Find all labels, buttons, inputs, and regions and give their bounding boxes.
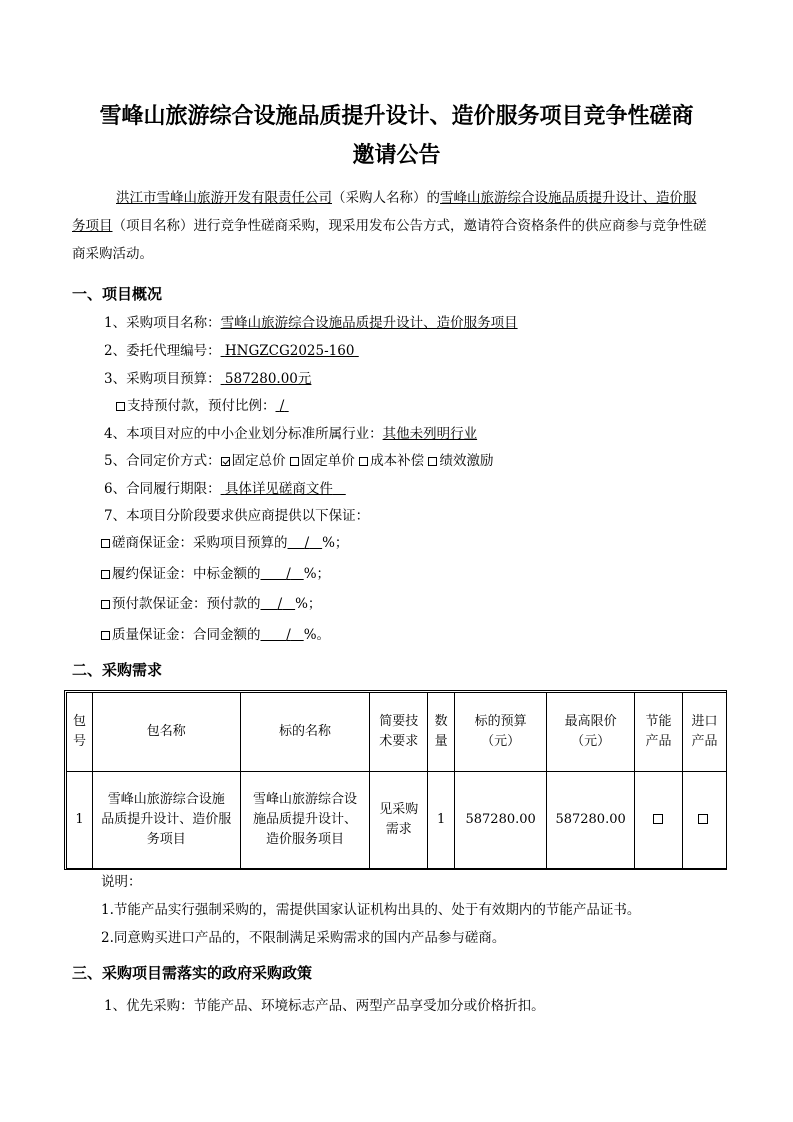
pricing-fixed-unit-label: 固定单价 [300, 453, 355, 469]
intro-line2 [72, 216, 707, 236]
header-qty: 数 量 [428, 693, 455, 772]
prepay-label: 支持预付款，预付比例： [127, 398, 276, 414]
item5-pricing [104, 451, 493, 471]
project-name-part2: 务项目 [72, 218, 113, 234]
item2-agency-code [104, 341, 359, 361]
item1-label: 1、采购项目名称： [104, 315, 221, 331]
guarantee-quality: 质量保证金：合同金额的 / %。 [101, 625, 330, 645]
cell-tech-req: 见采购 需求 [370, 772, 428, 869]
guarantee-quality-checkbox[interactable] [101, 631, 110, 640]
item1-value: 雪峰山旅游综合设施品质提升设计、造价服务项目 [220, 315, 518, 331]
header-energy: 节能 产品 [635, 693, 683, 772]
item5-label: 5、合同定价方式： [104, 453, 221, 469]
requirements-table [66, 692, 727, 869]
purchaser-name: 洪江市雪峰山旅游开发有限责任公司 [116, 190, 332, 206]
item6-value: 具体详见磋商文件 [224, 481, 333, 497]
guarantee-performance: 履约保证金：中标金额的 / %； [101, 564, 330, 584]
pricing-fixed-total-checkbox[interactable] [221, 457, 230, 466]
document-title-line2: 邀请公告 [352, 143, 441, 168]
prepay-option [116, 396, 289, 416]
table-header-row [67, 693, 727, 772]
pricing-performance-label: 绩效激励 [439, 453, 494, 469]
section3-heading: 三、采购项目需落实的政府采购政策 [72, 964, 313, 982]
table-row [67, 772, 727, 869]
energy-product-checkbox[interactable] [653, 814, 663, 824]
item3-value: 587280.00元 [224, 371, 312, 387]
header-budget: 标的预算 （元） [455, 693, 547, 772]
cell-pkg-no: 1 [67, 772, 93, 869]
policy-item1: 1、优先采购：节能产品、环境标志产品、两型产品享受加分或价格折扣。 [104, 998, 545, 1014]
cell-item-name: 雪峰山旅游综合设 施品质提升设计、 造价服务项目 [240, 772, 370, 869]
prepay-value: / [279, 398, 285, 414]
cell-max-price: 587280.00 [547, 772, 635, 869]
item4-industry [104, 424, 477, 444]
prepay-checkbox[interactable] [116, 402, 125, 411]
section1-heading: 一、项目概况 [72, 285, 163, 303]
header-tech-req: 简要技 术要求 [370, 693, 428, 772]
pricing-fixed-total-label: 固定总价 [231, 453, 286, 469]
cell-budget: 587280.00 [455, 772, 547, 869]
guarantee-performance-checkbox[interactable] [101, 570, 110, 579]
guarantee-prepay: 预付款保证金：预付款的 / %； [101, 594, 321, 614]
item1-project-name [104, 313, 518, 333]
guarantee-bid: 磋商保证金：采购项目预算的 / %； [101, 533, 348, 553]
item3-budget [104, 369, 311, 389]
section2-heading: 二、采购需求 [72, 661, 163, 679]
guarantee-bid-checkbox[interactable] [101, 539, 110, 548]
item2-label: 2、委托代理编号： [104, 343, 221, 359]
notes-title: 说明： [101, 874, 142, 890]
item7-guarantees: 7、本项目分阶段要求供应商提供以下保证： [104, 508, 370, 524]
intro-line1 [116, 188, 697, 208]
purchaser-note: （采购人名称）的 [332, 190, 440, 206]
note-1: 1.节能产品实行强制采购的，需提供国家认证机构出具的、处于有效期内的节能产品证书。 [101, 902, 641, 918]
project-name-part1: 雪峰山旅游综合设施品质提升设计、造价服 [440, 190, 697, 206]
intro-line3: 商采购活动。 [72, 246, 153, 262]
cell-import [682, 772, 726, 869]
item4-value: 其他未列明行业 [382, 426, 478, 442]
import-product-checkbox[interactable] [698, 814, 708, 824]
document-title-line1: 雪峰山旅游综合设施品质提升设计、造价服务项目竞争性磋商 [99, 104, 694, 129]
pricing-fixed-unit-checkbox[interactable] [290, 457, 299, 466]
item6-label: 6、合同履行期限： [104, 481, 221, 497]
item6-term [104, 479, 346, 499]
pricing-cost-comp-checkbox[interactable] [359, 457, 368, 466]
pricing-performance-checkbox[interactable] [428, 457, 437, 466]
header-import: 进口 产品 [682, 693, 726, 772]
header-item-name: 标的名称 [240, 693, 370, 772]
pricing-cost-comp-label: 成本补偿 [370, 453, 425, 469]
note-2: 2.同意购买进口产品的，不限制满足采购需求的国内产品参与磋商。 [101, 930, 506, 946]
cell-energy [635, 772, 683, 869]
header-pkg-no: 包 号 [67, 693, 93, 772]
item4-label: 4、本项目对应的中小企业划分标准所属行业： [104, 426, 383, 442]
header-pkg-name: 包名称 [92, 693, 240, 772]
intro-text: （项目名称）进行竞争性磋商采购，现采用发布公告方式，邀请符合资格条件的供应商参与竞争性磋 [112, 218, 707, 234]
cell-pkg-name: 雪峰山旅游综合设施 品质提升设计、造价服 务项目 [92, 772, 240, 869]
item3-label: 3、采购项目预算： [104, 371, 221, 387]
item2-value: HNGZCG2025-160 [224, 343, 355, 359]
cell-qty: 1 [428, 772, 455, 869]
header-max-price: 最高限价 （元） [547, 693, 635, 772]
guarantee-prepay-checkbox[interactable] [101, 600, 110, 609]
